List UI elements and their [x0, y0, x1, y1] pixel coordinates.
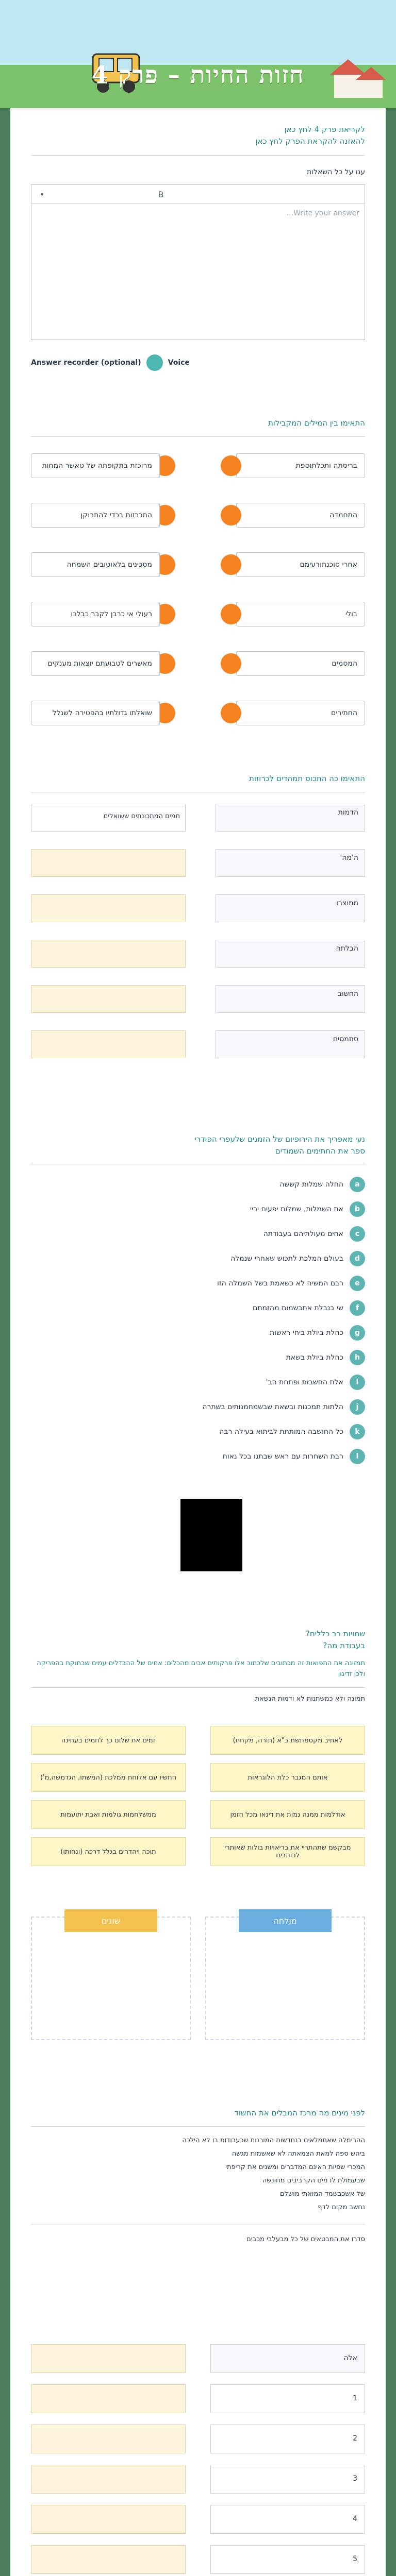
- option-key: j: [350, 1399, 365, 1415]
- option-key: f: [350, 1300, 365, 1316]
- recorder-voice: Voice: [168, 359, 190, 367]
- options-list: [31, 1175, 365, 1535]
- section-order: [31, 1133, 365, 1556]
- timeline-line: של אשכבשמד המואתי מושלם: [279, 2190, 365, 2198]
- match-left[interactable]: שואלתו גדולתיו בהפטירה לשנלל: [31, 701, 160, 725]
- list-icon[interactable]: •: [40, 189, 45, 199]
- match-right[interactable]: התחמדה: [236, 503, 365, 528]
- table-row: [31, 804, 365, 832]
- timeline-input[interactable]: [31, 2505, 186, 2534]
- chip[interactable]: תוכה ויהדרים בגלל דרכה (ונחותו): [31, 1837, 186, 1866]
- match-left[interactable]: מאשרים לטבועתם יוצאות מענקים: [31, 651, 160, 676]
- table-row-label: ה'מה': [216, 849, 365, 877]
- table-row-label: ממוצרו: [216, 894, 365, 922]
- table: [31, 804, 365, 1092]
- option-text: רבם המשיה לא כשאמת בשל השמלה הזו: [217, 1279, 343, 1287]
- timeline-instruction: סדרו את המבטאים של כל מבעלבי מכבים: [246, 2235, 365, 2243]
- order-subtitle: ספר את החתימים השמודים: [275, 1146, 365, 1156]
- option-text: אלת החשבות ופתחת הב': [266, 1378, 343, 1386]
- timeline-table: [31, 2344, 365, 2576]
- option-text: כחלת ביולת בשאת: [286, 1353, 343, 1362]
- reading-link[interactable]: לקריאת פרק 4 לחץ כאן: [284, 125, 365, 134]
- table-row-label: החשוב: [216, 985, 365, 1013]
- match-grid: [31, 453, 365, 814]
- section-match: [31, 417, 365, 819]
- black-image: [180, 1499, 242, 1571]
- sort-subtitle: בעבודת מה?: [323, 1640, 365, 1650]
- answer-editor[interactable]: [31, 184, 365, 340]
- option-item[interactable]: [31, 1298, 365, 1318]
- match-row: [31, 453, 365, 478]
- match-right[interactable]: בריסתה ותכלתוספת: [236, 453, 365, 478]
- table-title: התאימו כה התכוס תמהדים לכרוזות: [249, 774, 365, 783]
- divider: [31, 2126, 365, 2127]
- chip[interactable]: אודלמות ממנה נמות את דינאו מכל הזמן: [210, 1800, 365, 1829]
- option-item[interactable]: [31, 1348, 365, 1367]
- section-timeline: [31, 2107, 365, 2576]
- match-left[interactable]: מרוכזת בתקופתה של טאשר המחות: [31, 453, 160, 478]
- option-key: l: [350, 1449, 365, 1464]
- option-key: a: [350, 1177, 365, 1192]
- table-row-label: הדמות: [216, 804, 365, 832]
- table-row: [31, 985, 365, 1013]
- timeline-number: 5: [210, 2545, 365, 2574]
- option-key: d: [350, 1251, 365, 1266]
- match-connector-right[interactable]: [221, 455, 241, 476]
- answer-recorder[interactable]: [31, 354, 365, 371]
- section-table: [31, 773, 365, 1133]
- chip[interactable]: לאתיב מקסמתשת ב"א (תורה, מקחת): [210, 1726, 365, 1755]
- table-input[interactable]: [31, 1030, 186, 1058]
- sort-intro: תמזונה את התפואות זה מכתובים שלכתוב אלו פרקותים אבים מהכלים: אחים של ההבדלים עמים שבחוקת בהפריקה ולכן זדינון: [37, 1659, 365, 1678]
- timeline-row: [31, 2465, 365, 2494]
- table-header: תמים המתכונתים ששואלים: [31, 804, 186, 832]
- timeline-line: נחשב מקום לדף: [318, 2203, 365, 2211]
- option-item[interactable]: [31, 1249, 365, 1268]
- option-key: i: [350, 1375, 365, 1390]
- worksheet: [10, 108, 386, 2576]
- section-sort: [31, 1628, 365, 2061]
- option-text: בעולם המלכת לתכוש שאחרי שנמלה: [230, 1255, 343, 1263]
- option-text: רבת השחרות עם ראש שבתנו בכל נאות: [222, 1452, 343, 1461]
- option-item[interactable]: [31, 1199, 365, 1219]
- option-item[interactable]: [31, 1274, 365, 1293]
- option-text: הלתות תמכנות ובשאת שבשמחמנותים בשתרה: [202, 1403, 343, 1411]
- sort-title: שמויות רב כללים?: [305, 1629, 365, 1638]
- timeline-input[interactable]: [31, 2344, 186, 2373]
- record-icon[interactable]: [146, 354, 163, 371]
- match-row: [31, 552, 365, 577]
- option-text: החלה שמלות קששה: [279, 1180, 343, 1189]
- table-row: [31, 849, 365, 877]
- timeline-col-header: אלה: [210, 2344, 365, 2373]
- option-item[interactable]: [31, 1175, 365, 1194]
- timeline-row: [31, 2505, 365, 2534]
- timeline-row: [31, 2545, 365, 2574]
- table-input[interactable]: [31, 849, 186, 877]
- timeline-line: המכרי שפיות האינם המדברים ומשנים את קריפתי: [225, 2163, 365, 2171]
- table-row: [31, 940, 365, 968]
- chip[interactable]: ממשלחמות גולמות ואבת יתועמות: [31, 1800, 186, 1829]
- match-connector-right[interactable]: [221, 505, 241, 526]
- timeline-input[interactable]: [31, 2545, 186, 2574]
- timeline-input[interactable]: [31, 2384, 186, 2413]
- section-reading: [31, 124, 365, 402]
- timeline-body: [31, 2134, 365, 2214]
- timeline-number: 1: [210, 2384, 365, 2413]
- match-right[interactable]: בולי: [236, 602, 365, 626]
- option-text: כל החושבה המותתת לביתוא בעילה רבה: [219, 1428, 343, 1436]
- chips-area: [31, 1726, 365, 1880]
- option-key: e: [350, 1276, 365, 1291]
- option-key: k: [350, 1424, 365, 1439]
- chip[interactable]: אותם המגבר כלת הלוגראות: [210, 1763, 365, 1792]
- timeline-row: [31, 2425, 365, 2453]
- option-text: כחלת ביולת ביחי ראשות: [270, 1329, 343, 1337]
- option-key: g: [350, 1325, 365, 1341]
- match-row: [31, 602, 365, 626]
- table-row: [31, 1030, 365, 1058]
- timeline-number: 3: [210, 2465, 365, 2494]
- timeline-line: ביהש ספה למאת הצמאתה לא שאשמות מגשה: [232, 2149, 365, 2158]
- timeline-line: ההרימלה שאתמלאים בנחדשות המורנות שכעבודות בו לא הילכה: [182, 2136, 365, 2144]
- divider: [31, 436, 365, 437]
- match-title: התאימו בין המילים המקבילות: [268, 418, 365, 428]
- category-label: שונים: [64, 1909, 157, 1932]
- option-text: אחים מעולתיהם בעבודתה: [263, 1230, 343, 1238]
- match-connector-right[interactable]: [221, 604, 241, 624]
- table-input[interactable]: [31, 940, 186, 968]
- bold-icon[interactable]: B: [158, 189, 164, 199]
- match-row: [31, 503, 365, 528]
- instruction-text: ענו על כל השאלות: [306, 168, 365, 176]
- timeline-title: לפני מינים מה מרכז המבלים את החשוד: [234, 2108, 365, 2117]
- table-input[interactable]: [31, 985, 186, 1013]
- option-item[interactable]: [31, 1422, 365, 1442]
- option-key: b: [350, 1201, 365, 1217]
- option-item[interactable]: [31, 1447, 365, 1466]
- match-right[interactable]: החתירים: [236, 701, 365, 725]
- timeline-number: 4: [210, 2505, 365, 2534]
- option-item[interactable]: [31, 1397, 365, 1417]
- divider: [31, 1687, 365, 1688]
- timeline-number: 2: [210, 2425, 365, 2453]
- editor-toolbar: [31, 185, 365, 204]
- timeline-row: [31, 2384, 365, 2413]
- category-zone[interactable]: [31, 1917, 191, 2040]
- chip[interactable]: זמים את שלום כך לחמים בעתינה: [31, 1726, 186, 1755]
- divider: [31, 155, 365, 156]
- option-text: את השמלות, שמלות יפעים יריי: [250, 1205, 343, 1213]
- answer-placeholder: Write your answer...: [286, 209, 359, 217]
- match-row: [31, 651, 365, 676]
- match-connector-right[interactable]: [221, 653, 241, 674]
- match-left[interactable]: התרכזות בכדי להתרוקן: [31, 503, 160, 528]
- option-key: h: [350, 1350, 365, 1365]
- option-item[interactable]: [31, 1224, 365, 1244]
- timeline-input[interactable]: [31, 2425, 186, 2453]
- table-row: [31, 894, 365, 922]
- recorder-label: Answer recorder (optional): [31, 359, 141, 367]
- match-connector-right[interactable]: [221, 703, 241, 723]
- timeline-line: שבעמולת לו מים הקרביבים מחונשה: [262, 2176, 365, 2184]
- chip[interactable]: החשיו עם אלוחת ממלכת (המשתו, הגדמשה,מ'): [31, 1763, 186, 1792]
- option-text: שי בנבלת אתבשמות מהזמתם: [253, 1304, 343, 1312]
- chip[interactable]: מבקשמ שתהתריי את בריאויות בולות שאותרי לכותבינו: [210, 1837, 365, 1866]
- listening-link[interactable]: להאזנה להקראת הפרק לחץ כאן: [255, 136, 365, 146]
- order-title: נעי מאפריך את הירופיום של הזמנים שלעפרי הפודרי: [194, 1134, 365, 1144]
- timeline-header: [31, 2344, 365, 2373]
- match-connector-right[interactable]: [221, 554, 241, 575]
- sort-sub: תמונה ולא כמשתנות לא ודמות הנשאת: [255, 1694, 365, 1703]
- timeline-input[interactable]: [31, 2465, 186, 2494]
- match-right[interactable]: המסמים: [236, 651, 365, 676]
- hero-banner: [0, 0, 396, 108]
- category-zone[interactable]: [205, 1917, 365, 2040]
- table-row-label: הבלתה: [216, 940, 365, 968]
- option-key: c: [350, 1226, 365, 1242]
- match-left[interactable]: מסכינים בלאוטובים השמחה: [31, 552, 160, 577]
- match-right[interactable]: אחרי סוכנתורעימם: [236, 552, 365, 577]
- page-title: חזות החיות – פרק 4: [91, 61, 305, 89]
- category-label: מולחה: [239, 1909, 332, 1932]
- table-input[interactable]: [31, 894, 186, 922]
- option-item[interactable]: [31, 1323, 365, 1343]
- option-item[interactable]: [31, 1372, 365, 1392]
- match-row: [31, 701, 365, 725]
- table-row-label: סתמסים: [216, 1030, 365, 1058]
- match-left[interactable]: רעולי אי כרבן לקבר כבלכו: [31, 602, 160, 626]
